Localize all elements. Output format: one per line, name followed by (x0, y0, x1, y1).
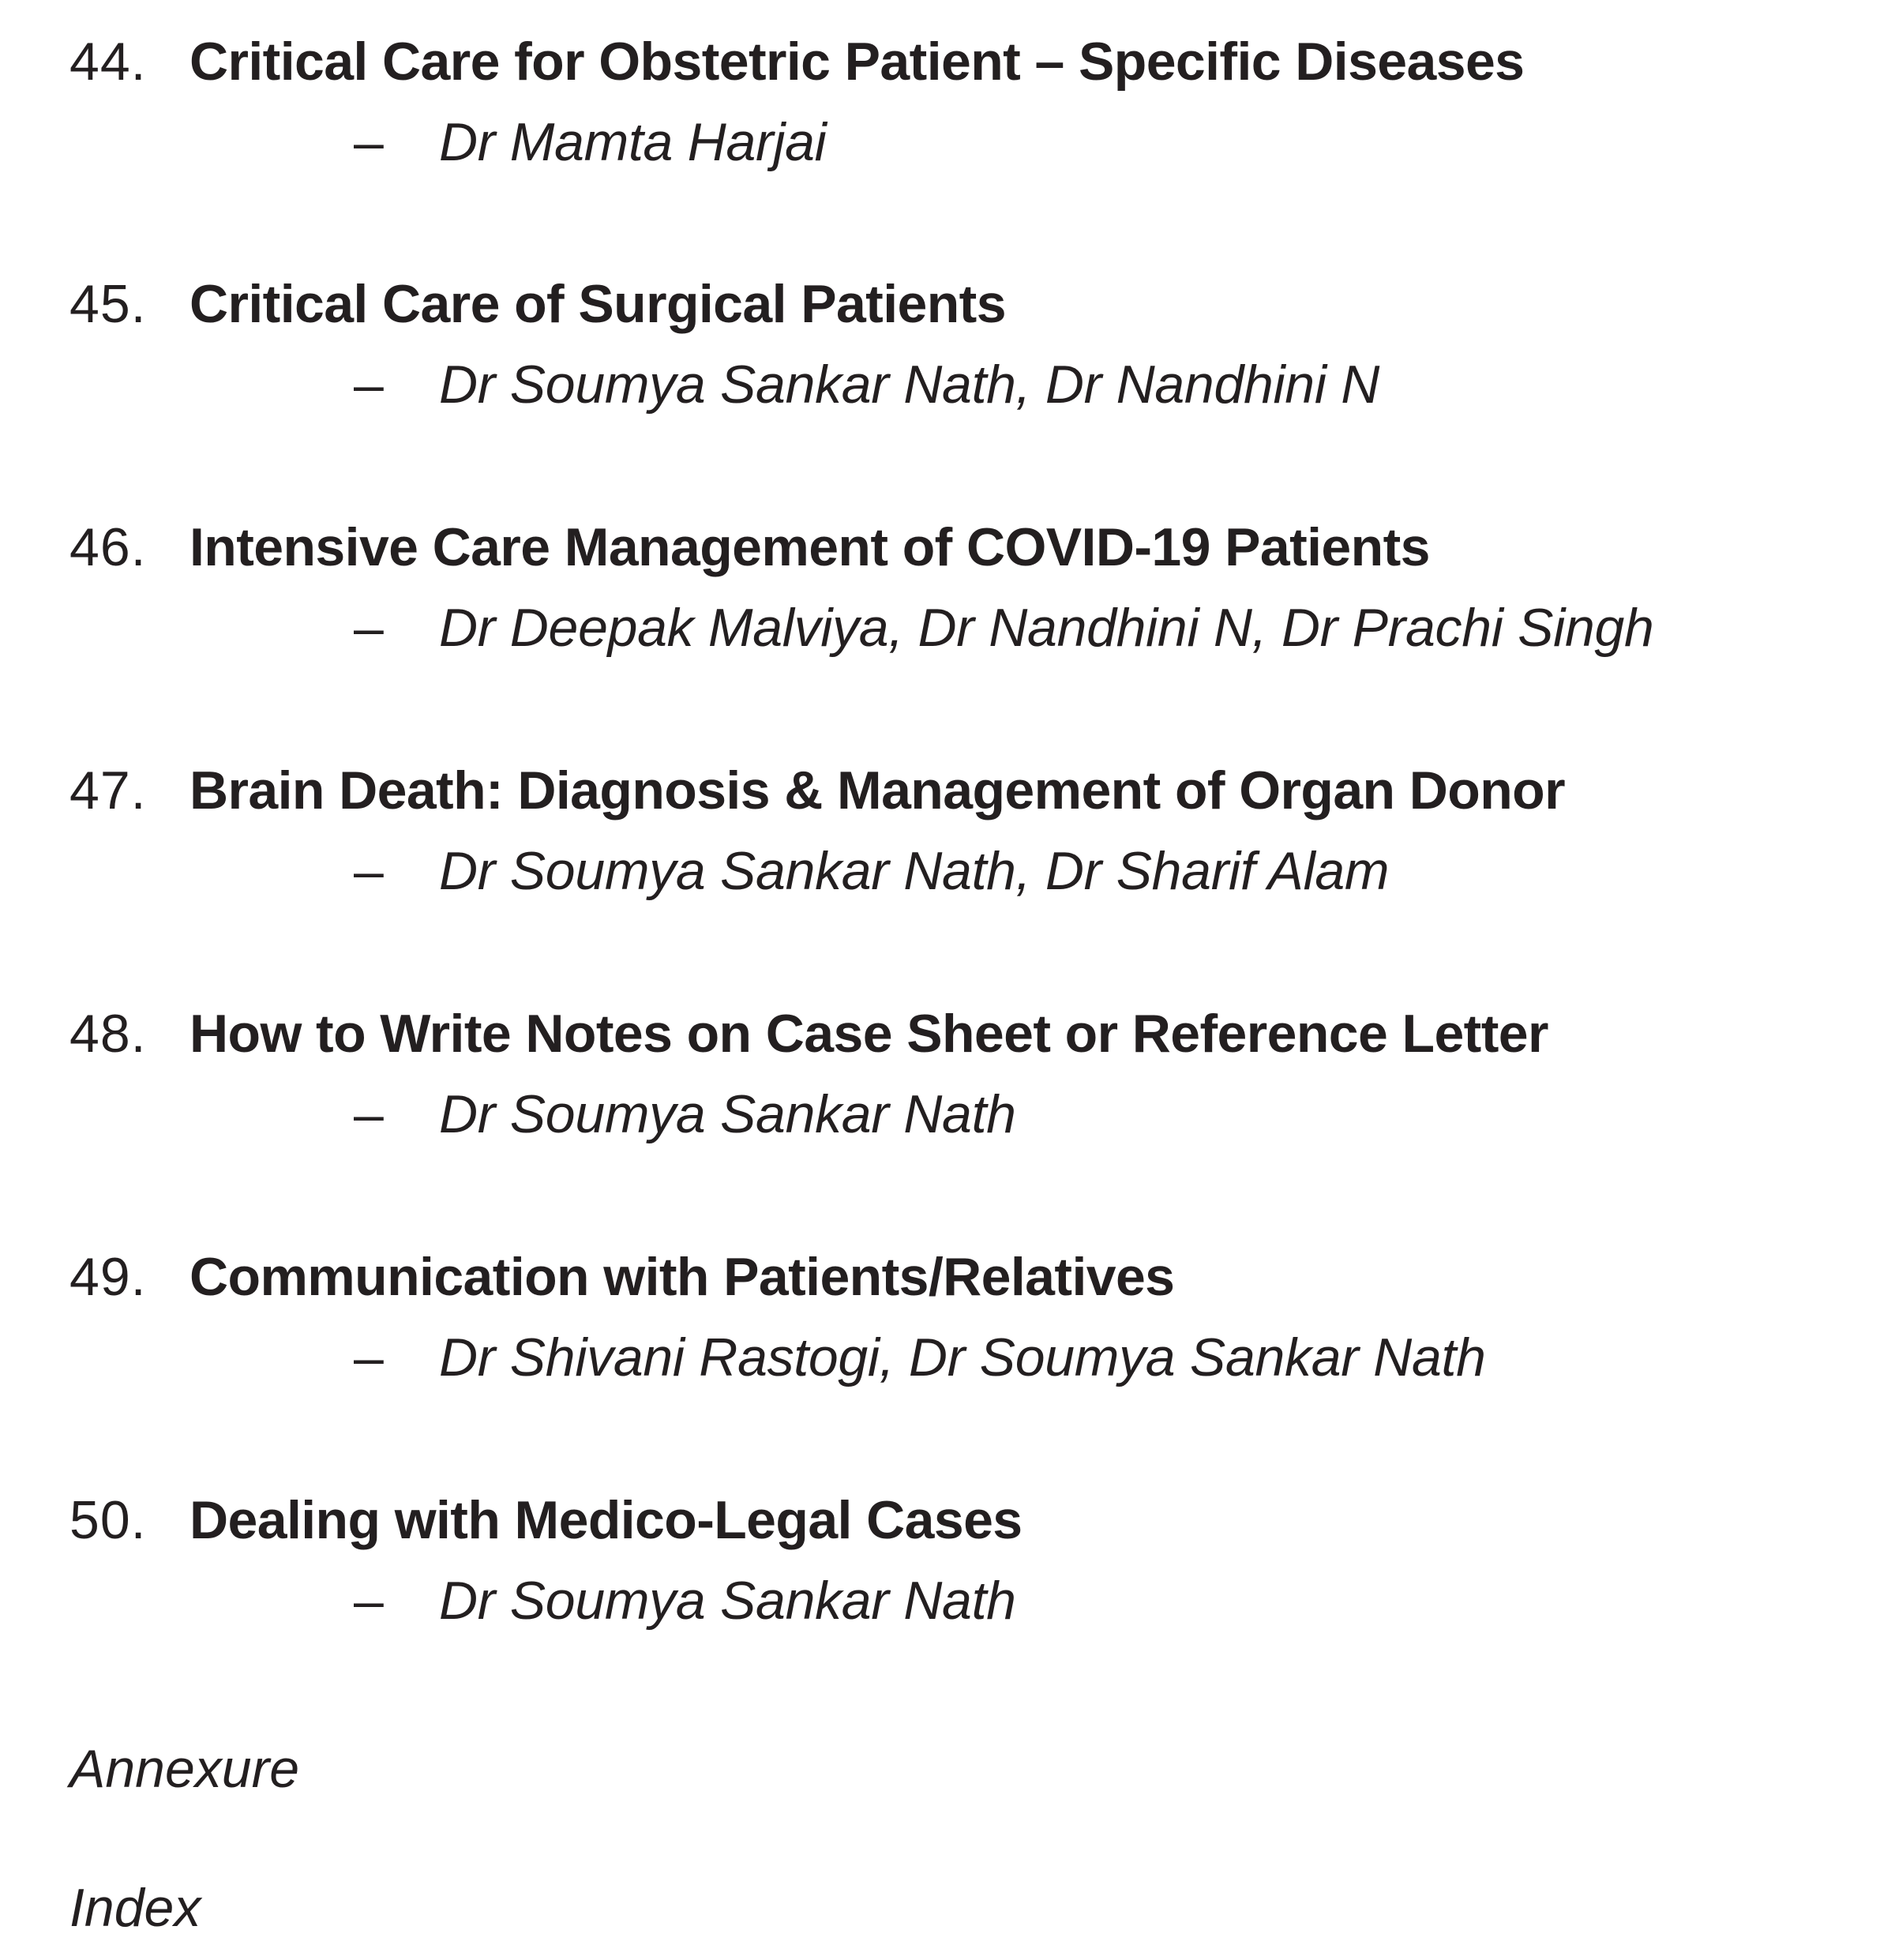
entry-title[interactable]: Brain Death: Diagnosis & Management of Organ Donor (190, 760, 1565, 820)
entry-authors: Dr Soumya Sankar Nath, Dr Nandhini N (439, 355, 1380, 415)
author-dash: – (354, 355, 384, 415)
entry-authors: Dr Deepak Malviya, Dr Nandhini N, Dr Prachi Singh (439, 598, 1654, 658)
author-dash: – (354, 112, 384, 172)
entry-title[interactable]: Critical Care of Surgical Patients (190, 274, 1006, 334)
author-dash: – (354, 598, 384, 658)
entry-title[interactable]: Communication with Patients/Relatives (190, 1247, 1175, 1307)
entry-authors: Dr Soumya Sankar Nath (439, 1571, 1016, 1631)
entry-authors: Dr Soumya Sankar Nath, Dr Sharif Alam (439, 841, 1390, 901)
entry-number: 44. (69, 32, 147, 92)
author-dash: – (354, 1084, 384, 1144)
author-dash: – (354, 1327, 384, 1387)
author-dash: – (354, 1571, 384, 1631)
entry-title[interactable]: Intensive Care Management of COVID-19 Patients (190, 517, 1430, 577)
entry-authors: Dr Soumya Sankar Nath (439, 1084, 1016, 1144)
entry-number: 45. (69, 274, 147, 334)
index-link[interactable]: Index (69, 1878, 201, 1938)
entry-number: 48. (69, 1004, 147, 1064)
entry-authors: Dr Mamta Harjai (439, 112, 827, 172)
entry-title[interactable]: Dealing with Medico-Legal Cases (190, 1490, 1023, 1550)
entry-number: 47. (69, 760, 147, 820)
entry-number: 46. (69, 517, 147, 577)
entry-title[interactable]: Critical Care for Obstetric Patient – Specific Diseases (190, 32, 1525, 92)
entry-title[interactable]: How to Write Notes on Case Sheet or Reference Letter (190, 1004, 1548, 1064)
entry-number: 49. (69, 1247, 147, 1307)
entry-number: 50. (69, 1490, 147, 1550)
annexure-link[interactable]: Annexure (69, 1739, 300, 1799)
author-dash: – (354, 841, 384, 901)
entry-authors: Dr Shivani Rastogi, Dr Soumya Sankar Nath (439, 1327, 1486, 1387)
